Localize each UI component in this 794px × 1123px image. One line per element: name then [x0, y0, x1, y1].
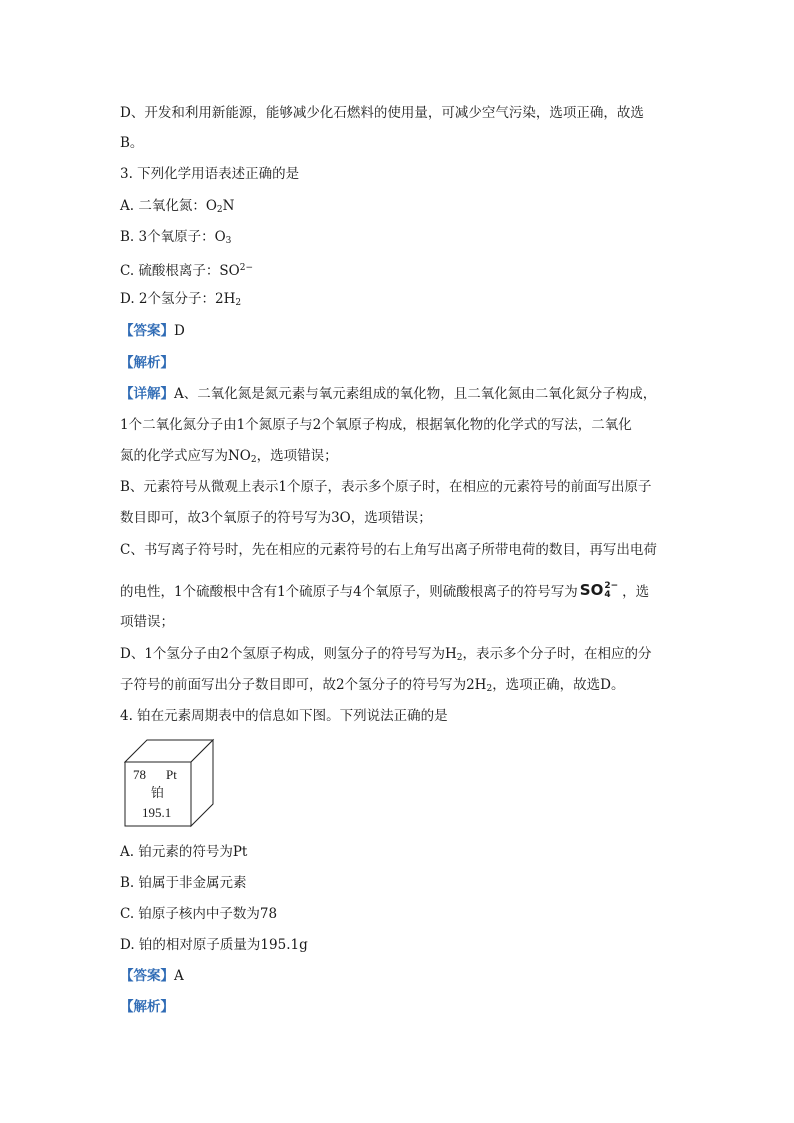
- question-text: 3. 下列化学用语表述正确的是: [120, 166, 300, 182]
- detail-line: [120, 676, 625, 698]
- answer-tag: 【答案】: [120, 968, 174, 984]
- detail-line: [120, 447, 338, 469]
- subscript: 4: [604, 589, 611, 600]
- detail-line: [120, 541, 657, 559]
- question-4: [120, 707, 448, 725]
- option-text: C. 硫酸根离子：SO: [120, 263, 240, 279]
- text: ，选项正确，故选D。: [492, 677, 625, 693]
- text: ，表示多个分子时，在相应的分: [462, 646, 652, 662]
- option-text: D. 2个氢分子：2H: [120, 291, 236, 307]
- subscript: 3: [225, 236, 232, 246]
- option-text: B. 3个氧原子：O: [120, 229, 226, 245]
- text: 氮的化学式应写为NO: [120, 448, 251, 464]
- detail-line: [120, 613, 174, 631]
- option-text: N: [222, 198, 235, 214]
- detail-line: [120, 478, 652, 496]
- element-cube: [124, 738, 216, 828]
- answer-tag: 【答案】: [120, 323, 174, 339]
- atomic-mass: 195.1: [142, 805, 172, 820]
- option-c: [120, 259, 253, 280]
- text: D、开发和利用新能源，能够减少化石燃料的使用量，可减少空气污染，选项正确，故选: [120, 105, 644, 121]
- analysis-heading: [120, 354, 174, 372]
- subscript: 2: [486, 684, 493, 694]
- subscript: 2: [235, 298, 242, 308]
- option-d: [120, 290, 241, 312]
- analysis-tag: 【解析】: [120, 355, 174, 371]
- text: 的电性，1个硫酸根中含有1个硫原子与4个氧原子，则硫酸根离子的符号写为: [120, 584, 578, 600]
- answer-4: [120, 967, 184, 985]
- detail-line: [120, 581, 649, 601]
- superscript: 2−: [239, 263, 254, 273]
- option-text: C. 铂原子核内中子数为78: [120, 906, 278, 922]
- option-text: A. 二氧化氮：O: [120, 198, 217, 214]
- element-name: 铂: [151, 785, 165, 800]
- text: A、二氧化氮是氮元素与氧元素组成的氧化物，且二氧化氮由二氧化氮分子构成，: [174, 386, 657, 402]
- subscript: 2: [216, 205, 223, 215]
- analysis-heading: [120, 998, 174, 1016]
- option-text: D. 铂的相对原子质量为195.1g: [120, 937, 308, 953]
- option-c: [120, 905, 277, 923]
- question-text: 4. 铂在元素周期表中的信息如下图。下列说法正确的是: [120, 708, 448, 724]
- text: ，选项错误；: [256, 448, 338, 464]
- text: C、书写离子符号时，先在相应的元素符号的右上角写出离子所带电荷的数目，再写出电荷: [120, 542, 657, 558]
- answer-value: A: [174, 968, 184, 984]
- text-line: [120, 134, 143, 152]
- text: 1个二氧化氮分子由1个氮原子与2个氧原子构成，根据氧化物的化学式的写法，二氧化: [120, 417, 632, 433]
- option-a: [120, 197, 234, 219]
- option-b: [120, 874, 247, 892]
- formula-base: SO: [579, 581, 604, 599]
- element-card-figure: [124, 738, 216, 828]
- text: 项错误；: [120, 614, 174, 630]
- atomic-number: 78: [133, 767, 146, 782]
- analysis-tag: 【解析】: [120, 999, 174, 1015]
- answer-value: D: [174, 323, 185, 339]
- subscript: 2: [250, 455, 257, 465]
- text: B、元素符号从微观上表示1个原子，表示多个原子时，在相应的元素符号的前面写出原子: [120, 479, 652, 495]
- sulfate-formula: [580, 581, 618, 600]
- option-a: [120, 843, 247, 861]
- question-3: [120, 165, 299, 183]
- detail-tag: 【详解】: [120, 386, 174, 402]
- detail-line: [120, 509, 432, 527]
- superscript: 2−: [604, 580, 619, 591]
- detail-line: [120, 385, 656, 403]
- option-text: A. 铂元素的符号为Pt: [120, 844, 248, 860]
- text: ，选: [622, 584, 650, 600]
- text-line: [120, 104, 644, 122]
- answer-3: [120, 322, 185, 340]
- detail-line: [120, 416, 632, 434]
- text: 数目即可，故3个氧原子的符号写为3O，选项错误；: [120, 510, 432, 526]
- option-d: [120, 936, 308, 954]
- subscript: 2: [456, 653, 463, 663]
- text: 子符号的前面写出分子数目即可，故2个氢分子的符号写为2H: [120, 677, 487, 693]
- option-b: [120, 228, 231, 250]
- option-text: B. 铂属于非金属元素: [120, 875, 247, 891]
- text: B。: [120, 135, 144, 151]
- detail-line: [120, 645, 652, 667]
- text: D、1个氢分子由2个氢原子构成，则氢分子的符号写为H: [120, 646, 457, 662]
- element-symbol: Pt: [166, 767, 177, 782]
